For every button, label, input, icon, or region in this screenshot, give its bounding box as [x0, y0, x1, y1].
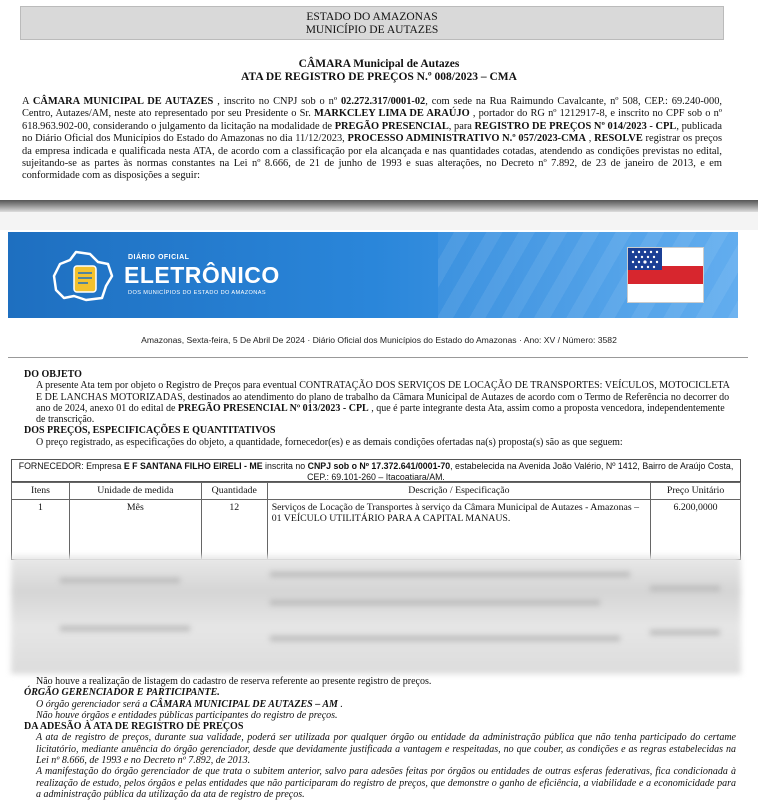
- reserva-paragraph: Não houve a realização de listagem do cadastro de reserva referente ao presente registro de preços.: [36, 676, 432, 687]
- redacted-line: [270, 572, 630, 577]
- adesao-paragraph-1: A ata de registro de preços, durante sua validade, poderá ser utilizada por qualquer órgão ou entidade da administração pública que não tenha participado do certame licitatório, mediante anuência do órgão gerenciador, desde que devidamente justificada a vantagem e respeitadas, no que couber, as condições e as regras estabelecidas na Lei nº 8.666, de 1993 e no Decreto nº 7.892, de 2013.: [36, 732, 736, 767]
- orgao-none-paragraph: Não houve órgãos e entidades públicas participantes do registro de preços.: [36, 709, 338, 721]
- chamber-name: CÂMARA Municipal de Autazes: [298, 58, 460, 70]
- dateline-divider: [8, 357, 748, 358]
- orgao-paragraph: O órgão gerenciador será a CÂMARA MUNICIPAL DE AUTAZES – AM .: [36, 698, 343, 710]
- municipality-name: MUNICÍPIO DE AUTAZES: [305, 24, 439, 36]
- page-separator-shadow: [0, 200, 758, 212]
- cell-item: 1: [12, 500, 70, 560]
- fornecedor-box: FORNECEDOR: Empresa E F SANTANA FILHO EIRELI - ME inscrita no CNPJ sob o Nº 17.372.641/0001-70, estabelecida na Avenida João Valério, Nº 1412, Bairro de Araújo Costa, CEP.: 69.101-260 – Itacoatiara/AM.: [11, 459, 741, 482]
- cell-descricao: Serviços de Locação de Transportes à serviço da Câmara Municipal de Autazes - Amazonas – 01 VEÍCULO UTILITÁRIO PARA A CAPITAL MANAUS.: [267, 500, 650, 560]
- intro-paragraph: A CÂMARA MUNICIPAL DE AUTAZES , inscrito no CNPJ sob o nº 02.272.317/0001-02, com sede na Rua Raimundo Cavalcante, nº 508, CEP.: 69.240-000, Centro, Autazes/AM, neste ato representado por seu Presidente o Sr. MARKCLEY LIMA DE ARAÚJO , portador do RG nº 1212917-8, e inscrito no CPF sob o nº 618.963.902-00, considerando o julgamento da licitação na modalidade de PREGÃO PRESENCIAL, para REGISTRO DE PREÇOS Nº 014/2023 - CPL, publicada no Diário Oficial dos Municípios do Estado do Amazonas no dia 11/12/2023, PROCESSO ADMINISTRATIVO N.º 057/2023-CMA , RESOLVE registrar os preços da empresa indicada e qualificada nesta ATA, de acordo com a classificação por ela alcançada e nas quantidades cotadas, atendendo as condições previstas no edital, sujeitando-se as partes às normas constantes na Lei nº 8.666, de 21 de junho de 1993 e suas alterações, no Decreto nº 7.892, de 23 de janeiro de 2013, e em conformidade com as disposições a seguir:: [22, 96, 722, 182]
- amazonas-map-logo-icon: [46, 246, 116, 306]
- precos-paragraph: O preço registrado, as especificações do objeto, a quantidade, fornecedor(es) e as demais condições ofertadas na(s) proposta(s) são as que seguem:: [36, 436, 623, 448]
- ata-body-continued: [24, 676, 736, 800]
- items-table: [11, 482, 741, 560]
- redacted-line: [60, 578, 180, 583]
- banner-main-title: ELETRÔNICO: [124, 262, 280, 288]
- redacted-line: [60, 626, 190, 631]
- col-header-preco: Preço Unitário: [651, 483, 741, 500]
- document-page-top: [0, 0, 758, 200]
- banner-subtitle: DOS MUNICÍPIOS DO ESTADO DO AMAZONAS: [128, 290, 266, 296]
- redacted-line: [650, 630, 720, 635]
- adesao-heading: DA ADESÃO À ATA DE REGISTRO DE PREÇOS: [24, 721, 244, 733]
- adesao-paragraph-2: A manifestação do órgão gerenciador de que trata o subitem anterior, salvo para adesões feitas por órgãos ou entidades de outras esferas federativas, fica condicionada à realização de estudo, pelos órgãos e pelas entidades que não participaram do registro de preços, que demonstre o ganho de eficiência, a viabilidade e a economicidade para a administração pública da utilização da ata de registro de preços.: [36, 766, 736, 800]
- publication-dateline: Amazonas, Sexta-feira, 5 De Abril De 2024 · Diário Oficial dos Municípios do Estado do Amazonas · Ano: XV / Número: 3582: [141, 335, 617, 345]
- cell-preco: 6.200,0000: [651, 500, 741, 560]
- objeto-heading: DO OBJETO: [24, 369, 82, 380]
- col-header-unidade: Unidade de medida: [69, 483, 201, 500]
- table-header-row: [12, 483, 741, 500]
- col-header-descricao: Descrição / Especificação: [267, 483, 650, 500]
- orgao-heading: ÓRGÃO GERENCIADOR E PARTICIPANTE.: [24, 687, 220, 699]
- table-row: [12, 500, 741, 560]
- banner-small-title: DIÁRIO OFICIAL: [128, 254, 190, 261]
- ata-title: ATA DE REGISTRO DE PREÇOS N.º 008/2023 – CMA: [241, 71, 517, 83]
- ata-title-block: [0, 58, 758, 84]
- amazonas-flag-icon: [627, 247, 704, 303]
- cell-unidade: Mês: [69, 500, 201, 560]
- state-header-box: [20, 6, 724, 40]
- redacted-line: [270, 636, 620, 641]
- ata-body-section: [24, 369, 736, 448]
- precos-heading: DOS PREÇOS, ESPECIFICAÇÕES E QUANTITATIVOS: [24, 425, 276, 437]
- objeto-paragraph: A presente Ata tem por objeto o Registro de Preços para eventual CONTRATAÇÃO DOS SERVIÇOS DE LOCAÇÃO DE TRANSPORTES: VEÍCULOS, MOTOCICLETA E DE LANCHAS MOTORIZADAS, destinados ao atendimento do plano de trabalho da Câmara Municipal de Autazes de acordo com o Termo de Referência no decorrer do ano de 2024, anexo 01 do edital de PREGÃO PRESENCIAL Nº 013/2023 - CPL , que é parte integrante desta Ata, assim como a proposta vencedora, independentemente de transcrição.: [36, 380, 730, 426]
- page-separator: [0, 212, 758, 230]
- col-header-itens: Itens: [12, 483, 70, 500]
- redacted-line: [270, 600, 600, 605]
- state-name: ESTADO DO AMAZONAS: [306, 11, 438, 23]
- redacted-line: [650, 586, 720, 591]
- col-header-quantidade: Quantidade: [201, 483, 267, 500]
- cell-quantidade: 12: [201, 500, 267, 560]
